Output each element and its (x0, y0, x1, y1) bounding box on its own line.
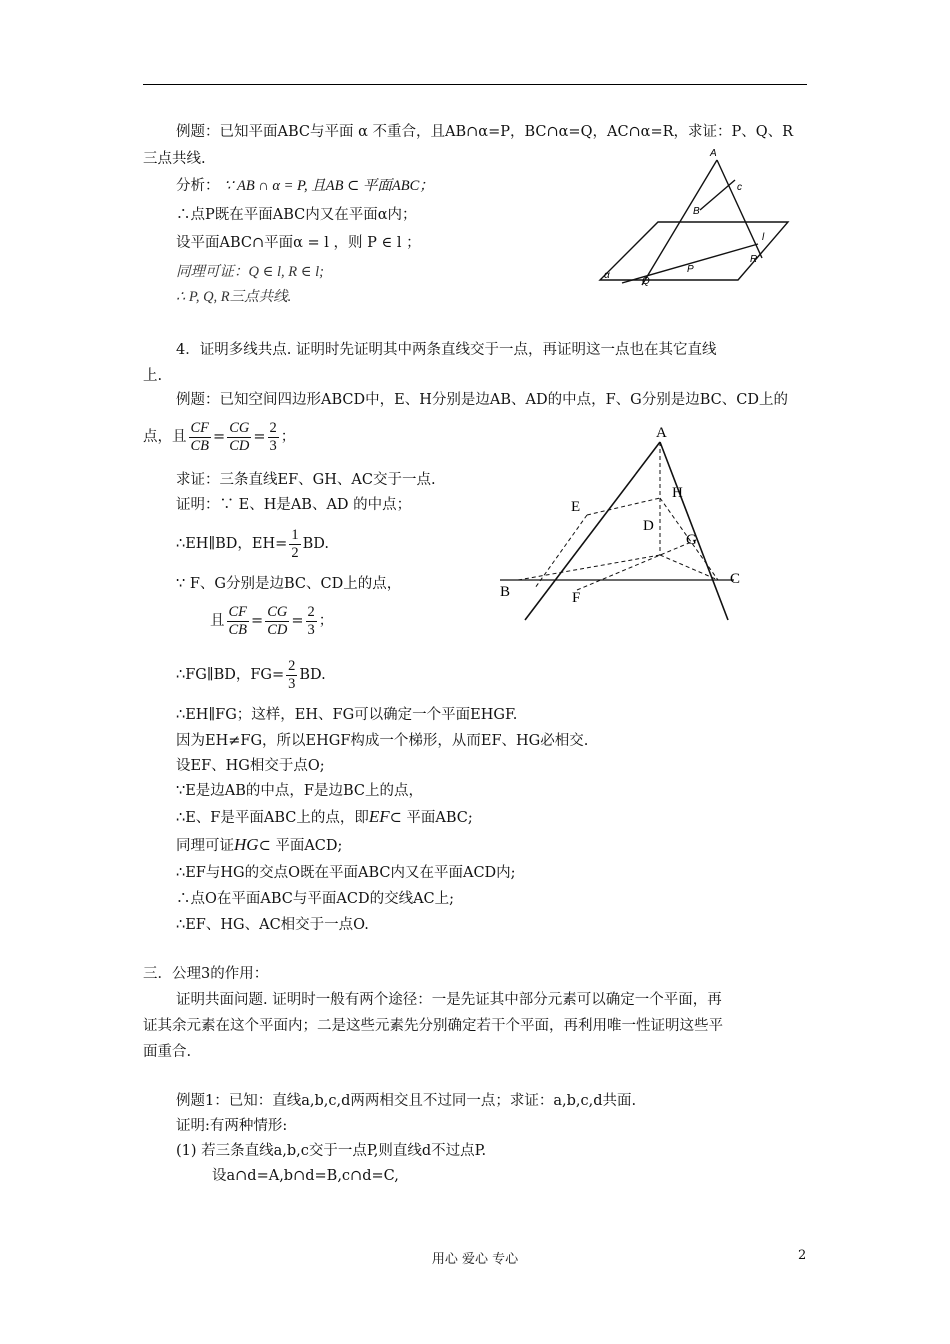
example1-step2: 设平面ABC∩平面α = l ，则 P ∈ l ； (176, 235, 421, 251)
fig1-label-A: A (710, 148, 717, 159)
fig1-label-R: R (750, 254, 758, 265)
plane-alpha-parallelogram (600, 222, 788, 280)
page-footer: 用心 爱心 专心 (431, 1252, 519, 1267)
fraction-cg-cd-2: $\frac{CG}{CD}$ (267, 603, 288, 638)
segment-EH (587, 498, 660, 515)
example2-line1: 例题：已知空间四边形ABCD中，E、H分别是边AB、AD的中点，F、G分别是边BC、CD上的 (176, 392, 788, 408)
example3-line3: (1) 若三条直线a,b,c交于一点P,则直线d不过点P. (176, 1143, 487, 1159)
edge-AC-extended (660, 442, 728, 620)
fig2-label-F: F (572, 590, 581, 606)
example2-prove: 求证：三条直线EF、GH、AC交于一点. (176, 472, 436, 488)
example1-step3: 同理可证：Q ∈ l, R ∈ l; (176, 264, 324, 280)
proof-line10: ∴E、F是平面ABC上的点，即EF⊂ 平面ABC; (176, 807, 473, 826)
header-rule (143, 84, 807, 85)
fraction-two-thirds-2: $\frac{2}{3}$ (307, 603, 315, 638)
fig1-label-B: B (693, 206, 700, 217)
line-EF (535, 515, 587, 588)
proof-line14: ∴EF、HG、AC相交于一点O. (176, 917, 369, 933)
example1-line2: 三点共线. (143, 151, 206, 167)
figure-plane-alpha (590, 140, 805, 290)
section3-p2: 证其余元素在这个平面内；二是这些元素先分别确定若干个平面，再利用唯一性证明这些平 (143, 1018, 723, 1034)
section4-line2: 上. (143, 368, 163, 384)
proof-line8: 设EF、HG相交于点O; (176, 758, 325, 774)
fig2-label-A: A (656, 425, 667, 441)
proof-line9: ∵E是边AB的中点，F是边BC上的点， (176, 783, 424, 799)
proof-line4: 且 $\frac{CF}{CB}$ = $\frac{CG}{CD}$ = $\frac{2}{3}$ ； (210, 603, 334, 638)
line-BC (700, 180, 735, 210)
condition-prefix: 点，且 (143, 429, 187, 445)
fig2-label-G: G (686, 532, 697, 548)
figure-space-quadrilateral (490, 420, 760, 625)
section3-p3: 面重合. (143, 1044, 192, 1060)
example1-step1: ∴点P既在平面ABC内又在平面α内； (176, 207, 417, 223)
fig2-label-C: C (730, 571, 741, 587)
fig1-label-l: l (762, 232, 765, 243)
proof-line12: ∴EF与HG的交点O既在平面ABC内又在平面ACD内; (176, 865, 516, 881)
proof-line1: 证明：∵ E、H是AB、AD 的中点； (176, 497, 412, 513)
fraction-cg-cd: $\frac{CG}{CD}$ (229, 419, 250, 454)
example3-line2: 证明:有两种情形: (176, 1118, 288, 1134)
analysis-line (176, 176, 434, 196)
fraction-cf-cb: $\frac{CF}{CB}$ (190, 419, 210, 454)
proof-line5: ∴FG∥BD，FG= $\frac{2}{3}$ BD. (176, 657, 326, 692)
fraction-two-thirds-3: $\frac{2}{3}$ (288, 657, 296, 692)
example3-line1: 例题1：已知：直线a,b,c,d两两相交且不过同一点；求证：a,b,c,d共面. (176, 1093, 637, 1109)
fraction-two-thirds: $\frac{2}{3}$ (269, 419, 277, 454)
example1-step4: ∴ P, Q, R三点共线. (176, 289, 292, 305)
line-AC (717, 160, 762, 258)
fig1-label-Q: Q (642, 276, 650, 287)
edge-BD-hidden (518, 555, 660, 580)
analysis-math: ∵ AB ∩ α = P, 且AB ⊂ 平面ABC； (224, 178, 434, 194)
section4-line1: 4．证明多线共点. 证明时先证明其中两条直线交于一点，再证明这一点也在其它直线 (176, 342, 717, 358)
fraction-cf-cb-2: $\frac{CF}{CB}$ (228, 603, 248, 638)
segment-FG (577, 540, 696, 590)
fig2-label-D: D (643, 518, 654, 534)
section3-title: 三．公理3的作用： (143, 966, 269, 982)
page-number: 2 (798, 1248, 807, 1263)
fig2-label-E: E (571, 499, 581, 515)
fig1-label-alpha: α (604, 270, 610, 281)
fig1-label-c: c (737, 182, 742, 193)
fig2-label-H: H (672, 485, 683, 501)
analysis-label: 分析： (176, 178, 220, 194)
example3-line4: 设a∩d=A,b∩d=B,c∩d=C, (212, 1168, 399, 1184)
proof-line3: ∵ F、G分别是边BC、CD上的点， (176, 576, 402, 592)
section3-p1: 证明共面问题. 证明时一般有两个途径：一是先证其中部分元素可以确定一个平面，再 (176, 992, 722, 1008)
proof-line6: ∴EH∥FG；这样，EH、FG可以确定一个平面EHGF. (176, 707, 518, 723)
proof-line11: 同理可证HG⊂ 平面ACD; (176, 835, 343, 854)
proof-line7: 因为EH≠FG，所以EHGF构成一个梯形，从而EF、HG必相交. (176, 733, 589, 749)
example2-condition: 点，且 $\frac{CF}{CB}$ = $\frac{CG}{CD}$ = $\frac{2}{3}$ ； (143, 419, 296, 454)
proof-line2: ∴EH∥BD，EH= $\frac{1}{2}$ BD. (176, 526, 329, 561)
fig1-label-P: P (687, 264, 694, 275)
proof-line13: ∴点O在平面ABC与平面ACD的交线AC上; (176, 891, 455, 907)
fig2-label-B: B (500, 584, 511, 600)
edge-AB-extended (525, 442, 660, 620)
example1-line1: 例题：已知平面ABC与平面 α 不重合，且AB∩α=P，BC∩α=Q，AC∩α=R，求证：P、Q、R (176, 124, 794, 140)
fraction-half: $\frac{1}{2}$ (291, 526, 299, 561)
